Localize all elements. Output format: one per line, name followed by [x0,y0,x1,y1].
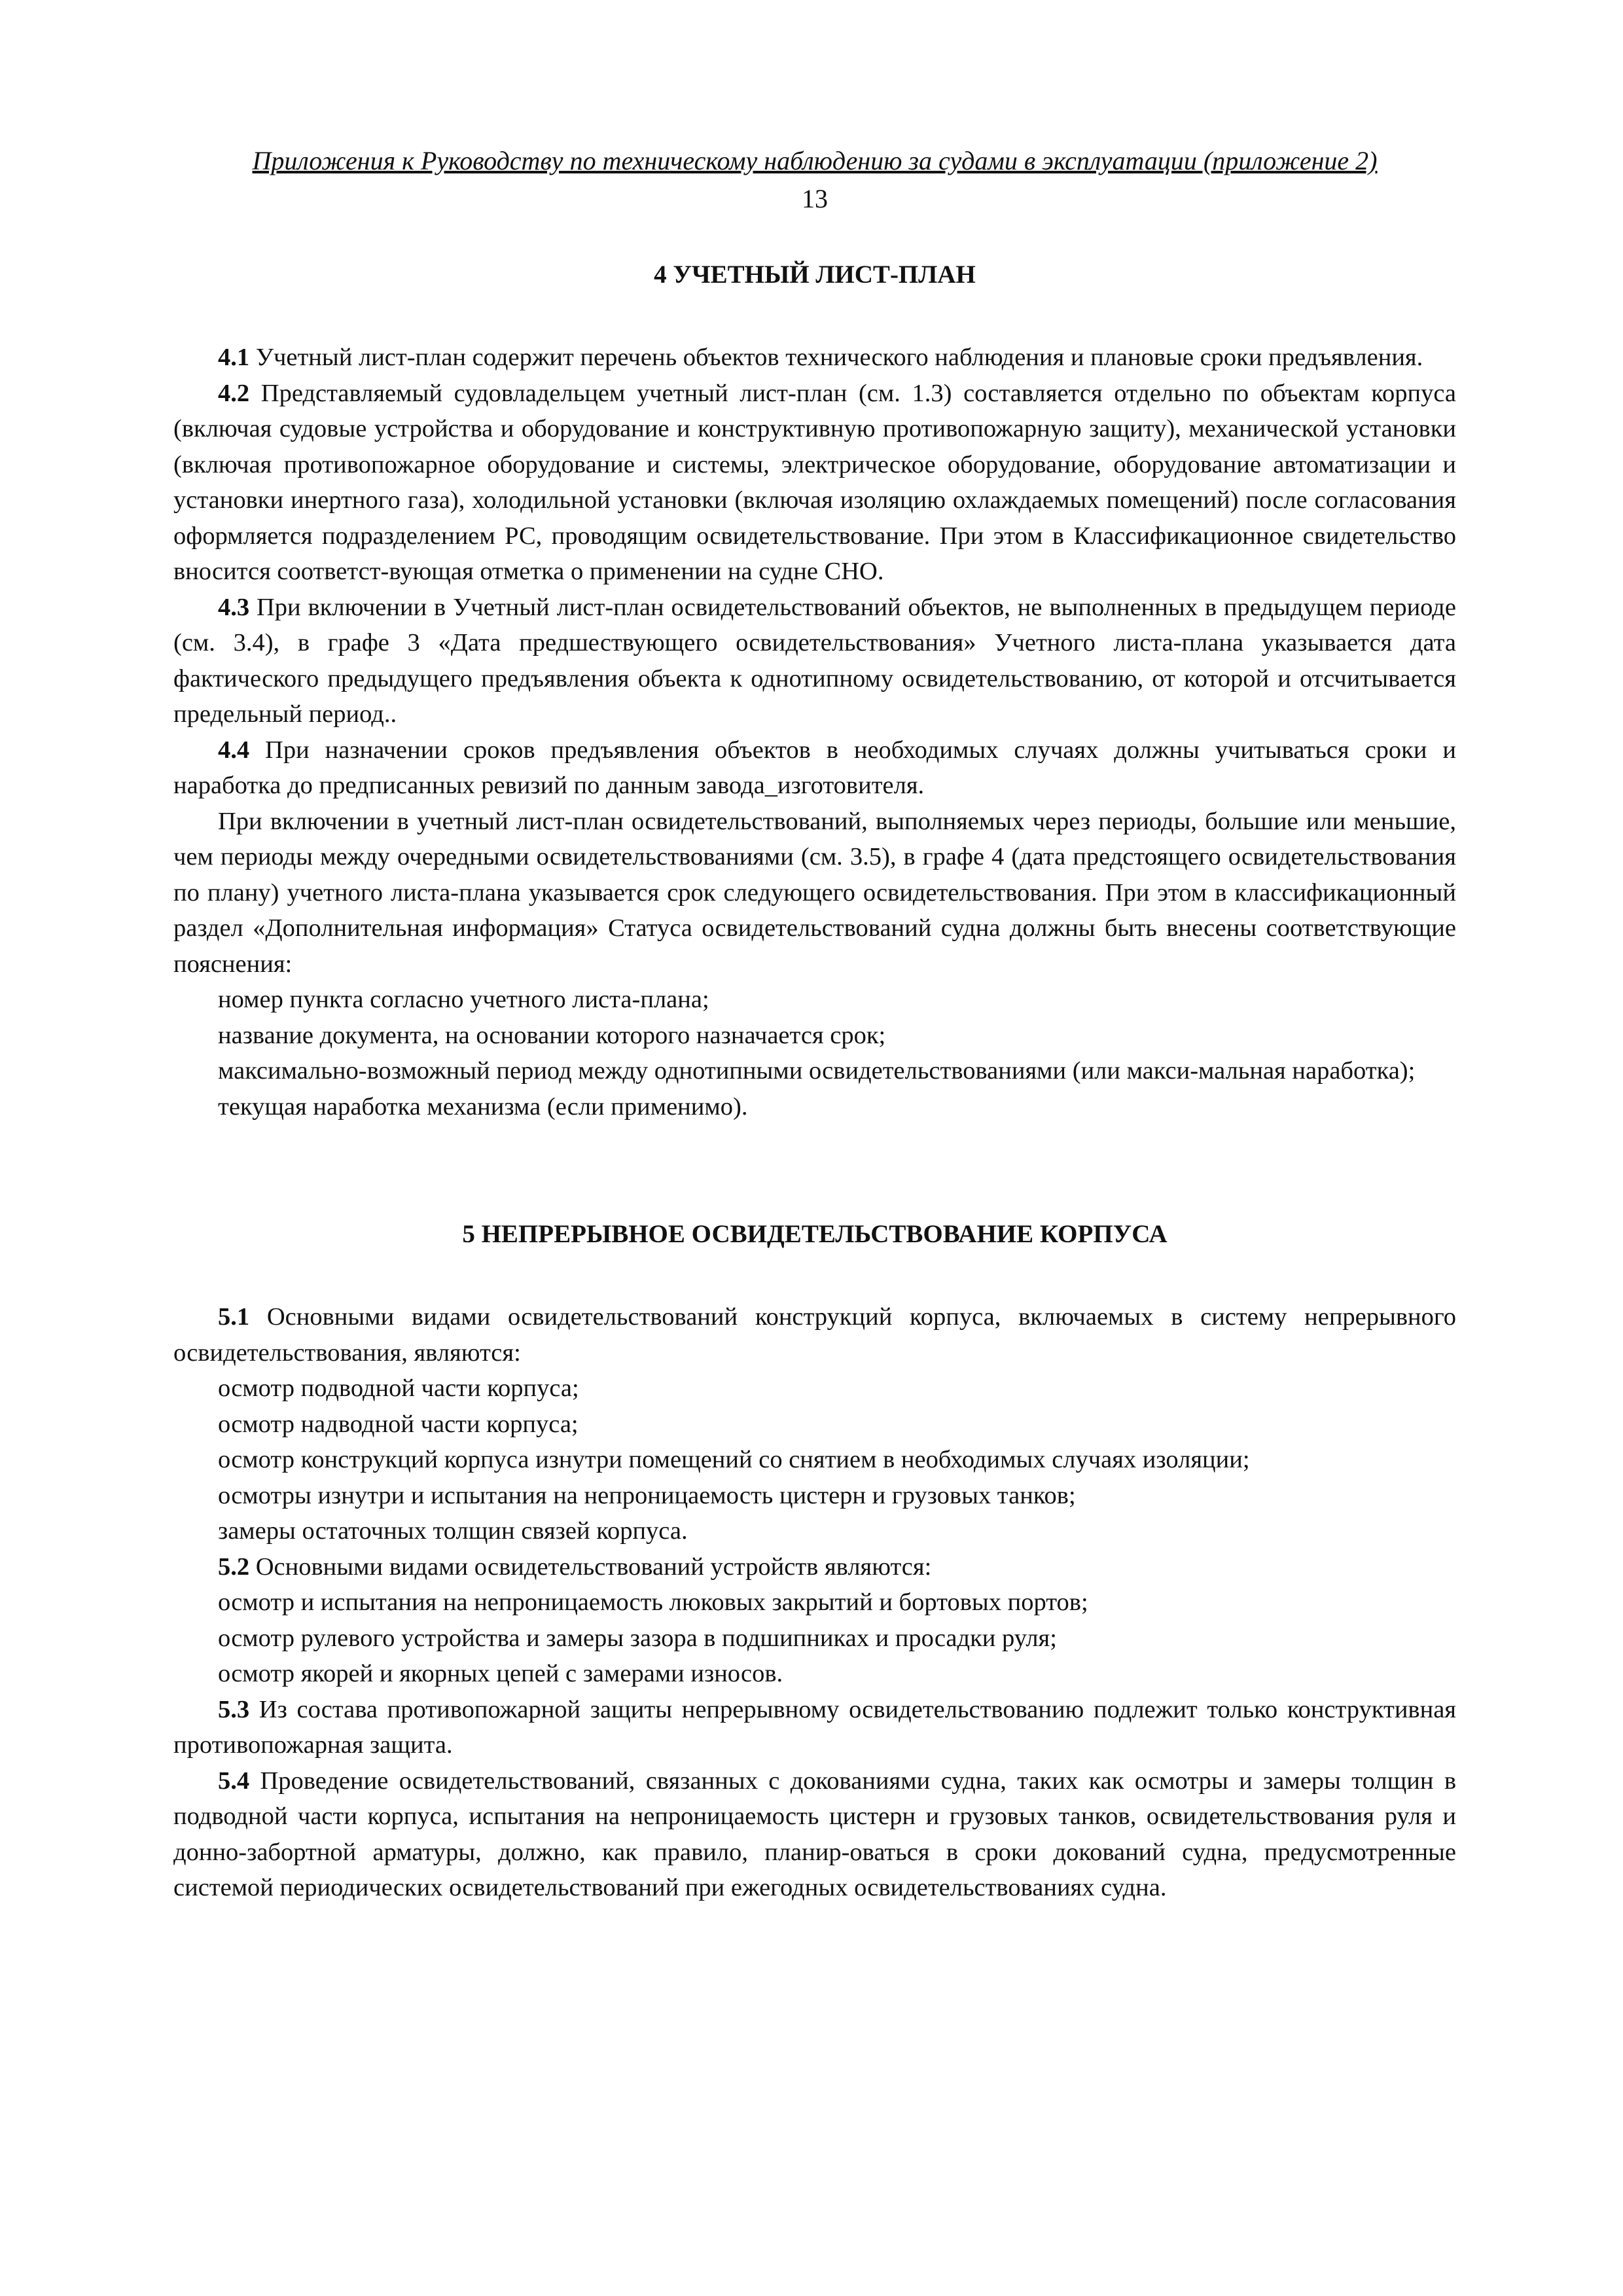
list-item: осмотр рулевого устройства и замеры зазора в подшипниках и просадки руля; [218,1624,1057,1652]
page-number: 13 [802,184,828,213]
paragraph-text: При включении в Учетный лист-план освидетельствований объектов, не выполненных в предыдущем периоде (см. 3.4), в графе 3 «Дата предшествующего освидетельствования» Учетного листа-плана указывается дата фактического предыдущего предъявления объекта к однотипному освидетельствованию, от которой и отсчитывается предельный период.. [173,593,1456,728]
paragraph-number: 5.2 [218,1552,250,1581]
paragraph-4-4-continued: При включении в учетный лист-план освидетельствований, выполняемых через периоды, большие или меньшие, чем периоды между очередными освидетельствованиями (см. 3.5), в графе 4 (дата предстоящего освидетельствования по плану) учетного листа-плана указывается срок следующего освидетельствования. При этом в классификационный раздел «Дополнительная информация» Статуса освидетельствований судна должны быть внесены соответствующие пояснения: [173,807,1456,978]
list-item: номер пункта согласно учетного листа-плана; [218,986,709,1013]
paragraph-4-4 [173,732,1456,804]
section-4-title: 4 УЧЕТНЫЙ ЛИСТ-ПЛАН [654,260,976,289]
list-item: замеры остаточных толщин связей корпуса. [218,1517,688,1545]
running-header: Приложения к Руководству по техническому наблюдению за судами в эксплуатации (приложение 2) [252,146,1378,175]
paragraph-number: 5.3 [218,1695,250,1723]
paragraph-5-1 [173,1299,1456,1371]
section-5-title: 5 НЕПРЕРЫВНОЕ ОСВИДЕТЕЛЬСТВОВАНИЕ КОРПУСА [462,1220,1168,1248]
list-item: осмотр конструкций корпуса изнутри помещений со снятием в необходимых случаях изоляции; [218,1446,1250,1473]
list-item: осмотр надводной части корпуса; [218,1410,579,1438]
paragraph-text: Представляемый судовладельцем учетный лист-план (см. 1.3) составляется отдельно по объектам корпуса (включая судовые устройства и оборудование и конструктивную противопожарную защиту), механической установки (включая противопожарное оборудование и системы, электрическое оборудование, оборудование автоматизации и установки инертного газа), холодильной установки (включая изоляцию охлаждаемых помещений) после согласования оформляется подразделением РС, проводящим освидетельствование. При этом в Классификационное свидетельство вносится соответст-вующая отметка о применении на судне СНО. [173,379,1456,585]
paragraph-4-3 [173,590,1456,732]
list-item: максимально-возможный период между однотипными освидетельствованиями (или макси-мальная наработка); [218,1057,1416,1085]
paragraph-number: 4.2 [218,379,250,407]
paragraph-number: 5.4 [218,1767,250,1795]
paragraph-text: Проведение освидетельствований, связанных с докованиями судна, таких как осмотры и замеры толщин в подводной части корпуса, испытания на непроницаемость цистерн и грузовых танков, освидетельствования руля и донно-забортной арматуры, должно, как правило, планир-оваться в сроки докований судна, предусмотренные системой периодических освидетельствований при ежегодных освидетельствованиях судна. [173,1767,1456,1901]
list-item: осмотр подводной части корпуса; [218,1374,579,1402]
list-item: название документа, на основании которого назначается срок; [218,1021,886,1049]
paragraph-text: Основными видами освидетельствований устройств являются: [249,1552,932,1581]
list-item: текущая наработка механизма (если применимо). [218,1092,748,1121]
paragraph-text: Из состава противопожарной защиты непрерывному освидетельствованию подлежит только конструктивная противопожарная защита. [173,1695,1456,1759]
paragraph-number: 5.1 [218,1303,250,1331]
paragraph-number: 4.1 [218,344,250,371]
paragraph-text: Основными видами освидетельствований конструкций корпуса, включаемых в систему непрерывного освидетельствования, являются: [173,1303,1456,1367]
paragraph-number: 4.3 [218,593,250,621]
paragraph-number: 4.4 [218,736,250,764]
list-item: осмотр якорей и якорных цепей с замерами износов. [218,1660,783,1687]
paragraph-4-1 [173,340,1456,376]
paragraph-text: Учетный лист-план содержит перечень объектов технического наблюдения и плановые сроки предъявления. [249,344,1423,371]
list-item: осмотр и испытания на непроницаемость люковых закрытий и бортовых портов; [218,1588,1088,1616]
document-page [173,145,1456,1906]
paragraph-5-3 [173,1692,1456,1763]
paragraph-text: При назначении сроков предъявления объектов в необходимых случаях должны учитываться сроки и наработка до предписанных ревизий по данным завода_изготовителя. [173,736,1456,799]
paragraph-5-4 [173,1763,1456,1906]
paragraph-4-2 [173,376,1456,590]
list-item: осмотры изнутри и испытания на непроницаемость цистерн и грузовых танков; [218,1481,1076,1509]
paragraph-5-2 [173,1549,1456,1585]
